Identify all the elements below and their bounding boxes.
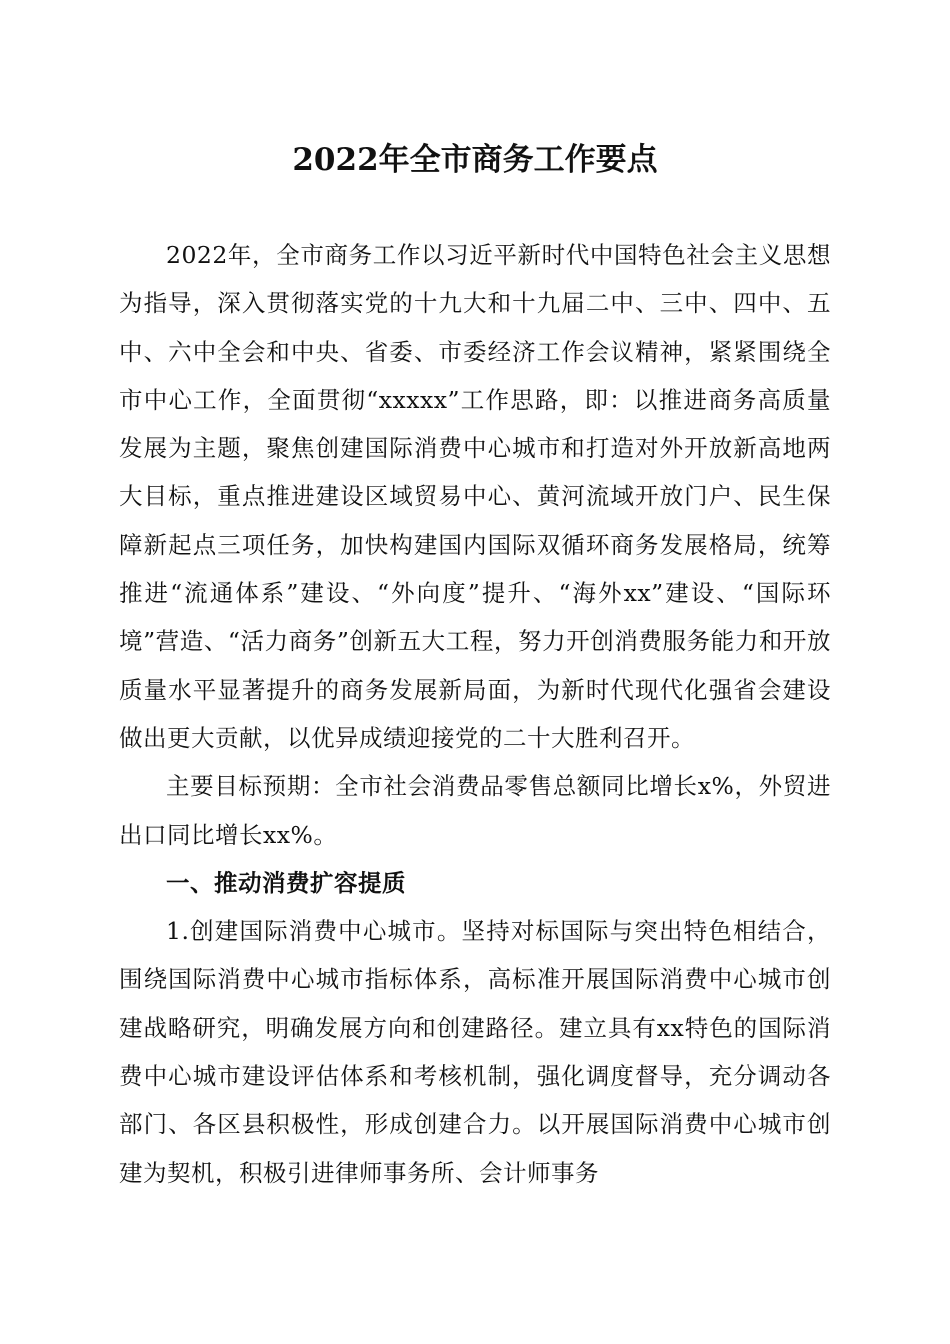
intro-paragraph: 2022年，全市商务工作以习近平新时代中国特色社会主义思想为指导，深入贯彻落实党的十九大和十九届二中、三中、四中、五中、六中全会和中央、省委、市委经济工作会议精神，紧紧围绕全市中心工作，全面贯彻“xxxxx”工作思路，即：以推进商务高质量发展为主题，聚焦创建国际消费中心城市和打造对外开放新高地两大目标，重点推进建设区域贸易中心、黄河流域开放门户、民生保障新起点三项任务，加快构建国内国际双循环商务发展格局，统筹推进“流通体系”建设、“外向度”提升、“海外xx”建设、“国际环境”营造、“活力商务”创新五大工程，努力开创消费服务能力和开放质量水平显著提升的商务发展新局面，为新时代现代化强省会建设做出更大贡献，以优异成绩迎接党的二十大胜利召开。 xyxy=(119,241,831,752)
section-heading: 一、推动消费扩容提质 xyxy=(166,868,406,897)
document-title: 2022年全市商务工作要点 xyxy=(292,142,658,178)
document-body xyxy=(119,231,831,1197)
item-paragraph: 1.创建国际消费中心城市。坚持对标国际与突出特色相结合，围绕国际消费中心城市指标体系，高标准开展国际消费中心城市创建战略研究，明确发展方向和创建路径。建立具有xx特色的国际消费中心城市建设评估体系和考核机制，强化调度督导，充分调动各部门、各区县积极性，形成创建合力。以开展国际消费中心城市创建为契机，积极引进律师事务所、会计师事务 xyxy=(119,917,831,1187)
goals-paragraph: 主要目标预期：全市社会消费品零售总额同比增长x%，外贸进出口同比增长xx%。 xyxy=(119,772,831,849)
